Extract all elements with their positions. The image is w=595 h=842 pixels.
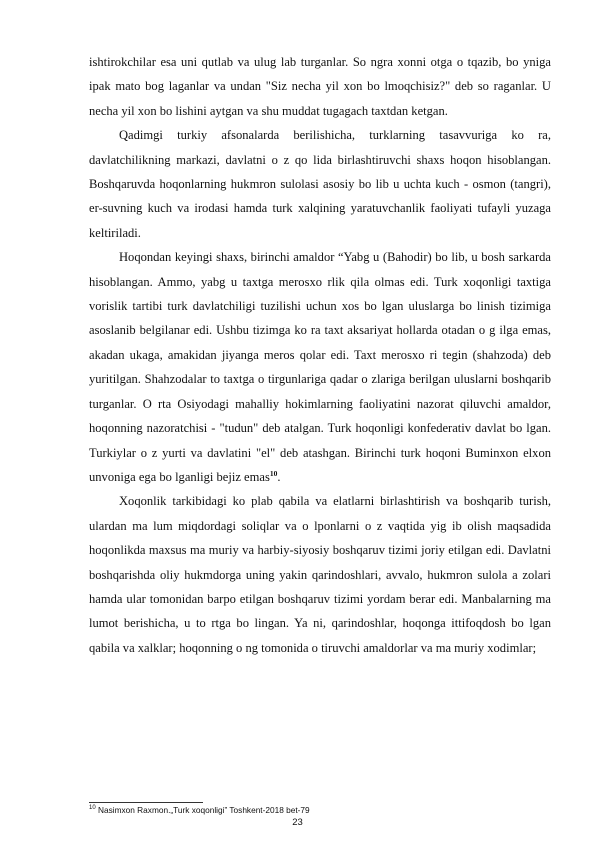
footnote-reference[interactable]: 10 [269, 468, 278, 478]
document-body [89, 50, 551, 660]
paragraph-3-text: Hoqondan keyingi shaxs, birinchi amaldor “Yabg u (Bahodir) bo lib, u bosh sarkarda hisoblangan. Ammo, yabg u taxtga merosxo rlik qila olmas edi. Turk xoqonligi taxtiga vorislik tartibi turk davlatchiligi tuzilishi uchun xos bo lgan uluslarga bo linish tizimiga asoslanib belgilanar edi. Ushbu tizimga ko ra taxt aksariyat hollarda otadan o g ilga emas, akadan ukaga, amakidan jiyanga meros qolar edi. Taxt merosxo ri tegin (shahzoda) deb yuritilgan. Shahzodalar to taxtga o tirgunlariga qadar o zlariga berilgan uluslarni boshqarib turganlar. O rta Osiyodagi mahalliy hokimlarning faoliyatini nazorat qiluvchi amaldor, hoqonning nazoratchisi - "tudun" deb atalgan. Turk hoqonligi konfederativ davlat bo lgan. Turkiylar o z yurti va davlatini "el" deb atashgan. Birinchi turk hoqoni Buminxon elxon unvoniga ega bo lganligi bejiz emas [89, 250, 551, 484]
paragraph-4: Xoqonlik tarkibidagi ko plab qabila va elatlarni birlashtirish va boshqarib turish, ulardan ma lum miqdordagi soliqlar va o lponlarni o z vaqtida yig ib olish maqsadida hoqonlikda maxsus ma muriy va harbiy-siyosiy boshqaruv tizimi joriy etilgan edi. Davlatni boshqarishda oliy hukmdorga uning yakin qarindoshlari, avvalo, hukmron sulola a zolari hamda ular tomonidan barpo etilgan boshqaruv tizimi yordam berar edi. Manbalarning ma lumot berishicha, u to rtga bo lingan. Ya ni, qarindoshlar, hoqonga ittifoqdosh bo lgan qabila va xalklar; hoqonning o ng tomonida o tiruvchi amaldorlar va ma muriy xodimlar; [89, 494, 551, 655]
footnote-text: Nasimxon Raxmon.„Turk xoqonligi” Toshkent-2018 bet-79 [95, 805, 310, 815]
paragraph-2: Qadimgi turkiy afsonalarda berilishicha, turklarning tasavvuriga ko ra, davlatchilikning markazi, davlatni o z qo lida birlashtiruvchi shaxs hoqon hisoblangan. Boshqaruvda hoqonlarning hukmron sulolasi asosiy bo lib u uchta kuch - osmon (tangri), er-suvning kuch va irodasi hamda turk xalqining yaratuvchanlik faoliyati tufayli yuzaga keltiriladi. [89, 128, 551, 240]
paragraph-3-end: . [277, 469, 281, 484]
page-number: 23 [292, 817, 303, 828]
footnote-separator [89, 802, 203, 803]
footnote-number: 10 [89, 805, 96, 812]
paragraph-1: ishtirokchilar esa uni qutlab va ulug lab turganlar. So ngra xonni otga o tqazib, bo yniga ipak mato bog laganlar va undan "Siz necha yil xon bo lmoqchisiz?" deb so raganlar. U necha yil xon bo lishini aytgan va shu muddat tugagach taxtdan ketgan. [89, 55, 551, 118]
paragraph-3 [89, 245, 551, 489]
footnote [89, 805, 310, 816]
